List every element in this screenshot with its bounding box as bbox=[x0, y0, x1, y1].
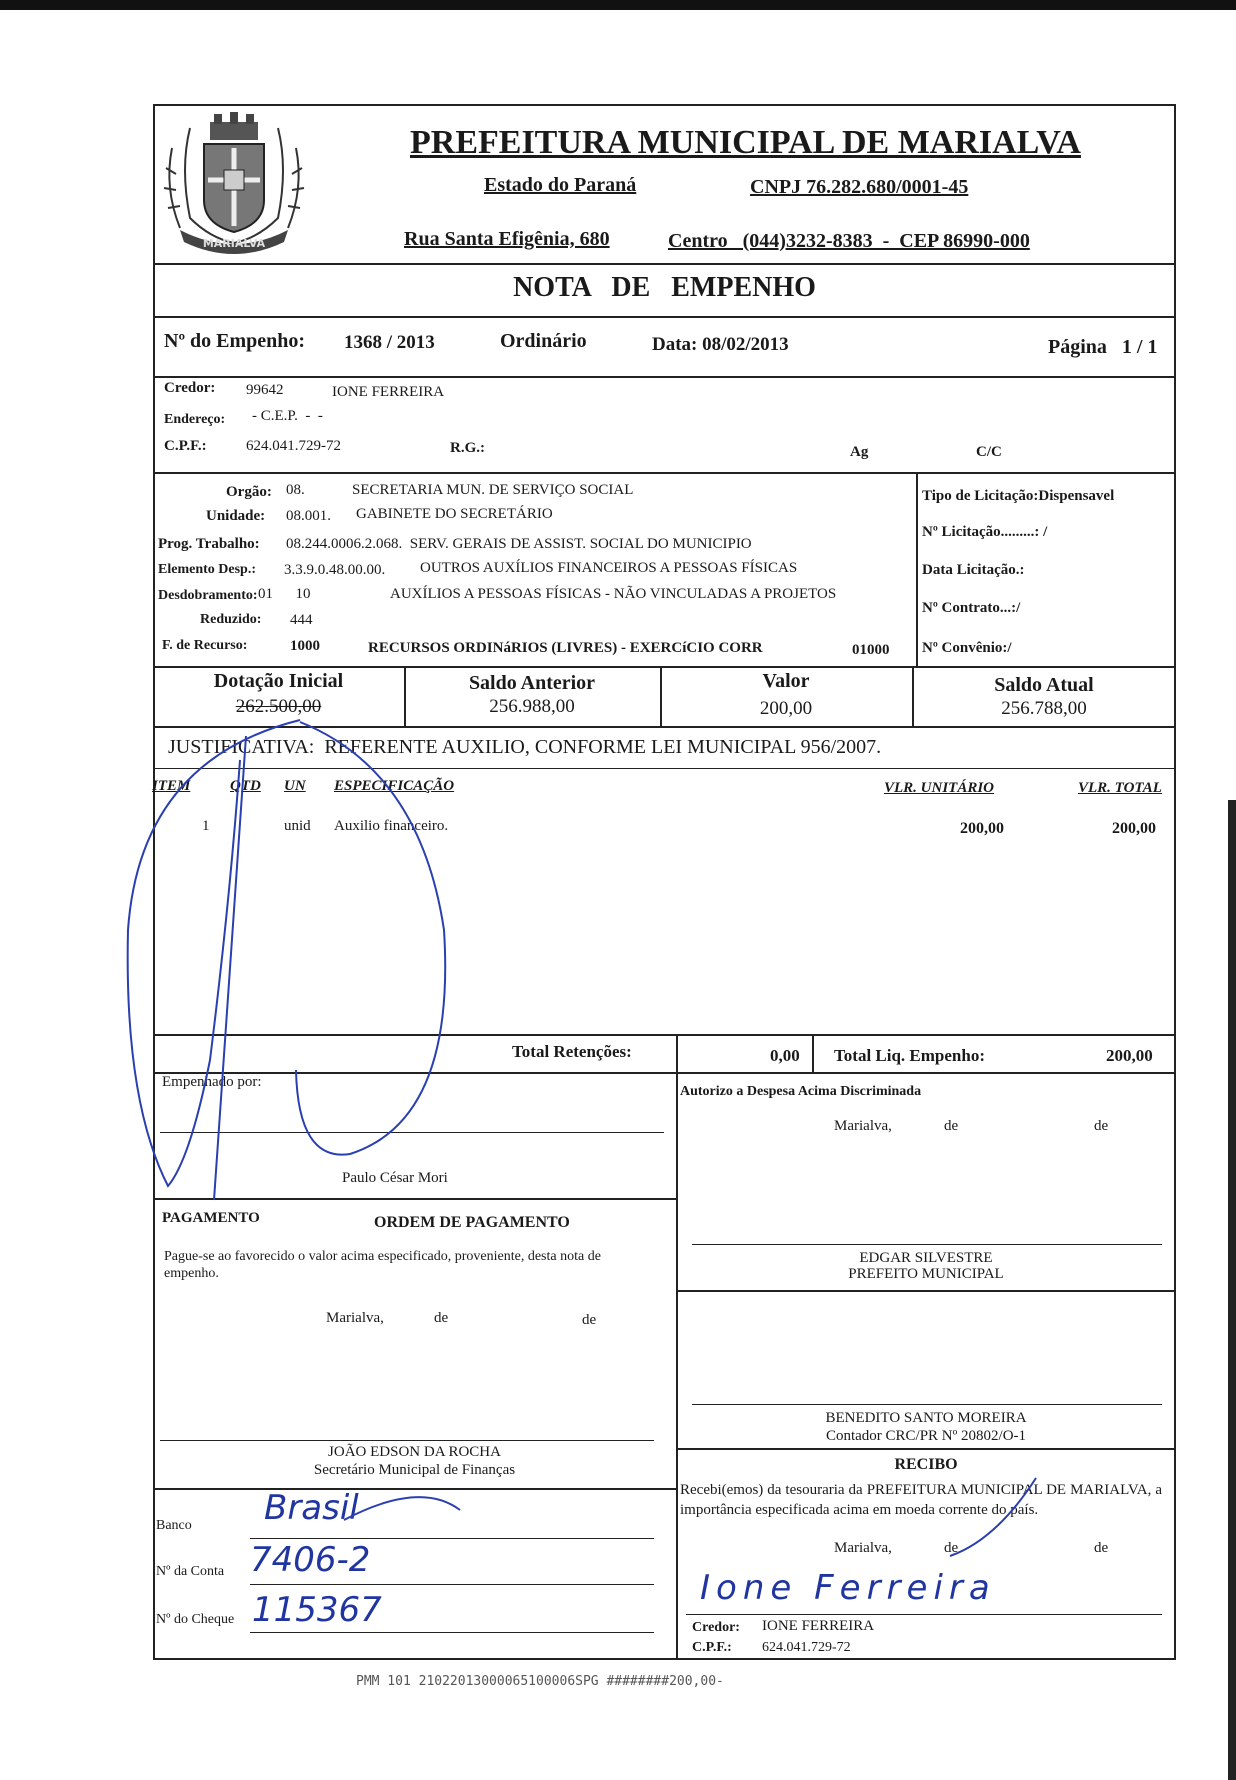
cheque-handwritten: 115367 bbox=[252, 1590, 382, 1630]
conta-label: Nº da Conta bbox=[156, 1564, 225, 1579]
unidade-label: Unidade: bbox=[206, 508, 266, 524]
total-retencoes-value: 0,00 bbox=[770, 1046, 800, 1065]
recibo-text: Recebi(emos) da tesouraria da PREFEITURA MUNICIPAL DE MARIALVA, a importância especificada acima em moeda corrente do país. bbox=[680, 1482, 1162, 1518]
footer-control-code: PMM 101 21022013000065100006SPG ########200,00- bbox=[356, 1674, 724, 1689]
prefeito-name: EDGAR SILVESTRE bbox=[859, 1250, 993, 1266]
recurso-number: 01000 bbox=[852, 642, 890, 658]
credor-name: IONE FERREIRA bbox=[332, 384, 445, 400]
saldo-atual-label: Saldo Atual bbox=[994, 674, 1094, 696]
recibo-de-1: de bbox=[944, 1540, 959, 1556]
pagamento-label: PAGAMENTO bbox=[162, 1210, 260, 1226]
data-licitacao: Data Licitação.: bbox=[922, 562, 1025, 578]
elemento-label: Elemento Desp.: bbox=[158, 562, 256, 577]
recibo-title: RECIBO bbox=[894, 1456, 958, 1473]
prog-trabalho-label: Prog. Trabalho: bbox=[158, 536, 260, 552]
recurso-code: 1000 bbox=[290, 638, 320, 654]
pagamento-de-1: de bbox=[434, 1310, 449, 1326]
autorizo-title: Autorizo a Despesa Acima Discriminada bbox=[680, 1084, 922, 1099]
cpf-label: C.P.F.: bbox=[164, 438, 207, 454]
total-liquido-value: 200,00 bbox=[1106, 1046, 1153, 1065]
saldo-anterior-value: 256.988,00 bbox=[489, 696, 575, 717]
endereco-value: - C.E.P. - - bbox=[252, 408, 323, 424]
empenhado-por-name: Paulo César Mori bbox=[342, 1170, 448, 1186]
autorizo-de-2: de bbox=[1094, 1118, 1109, 1134]
empenho-number: 1368 / 2013 bbox=[344, 332, 435, 353]
col-item-header: ITEM bbox=[152, 778, 191, 794]
recibo-credor-label: Credor: bbox=[692, 1620, 740, 1635]
justificativa-text: JUSTIFICATIVA: REFERENTE AUXILIO, CONFORME LEI MUNICIPAL 956/2007. bbox=[168, 736, 882, 758]
endereco-label: Endereço: bbox=[164, 412, 226, 427]
agencia-label: Ag bbox=[850, 444, 869, 460]
desdobramento-code: 01 10 bbox=[258, 586, 311, 602]
conta-handwritten: 7406-2 bbox=[250, 1540, 371, 1580]
recibo-place: Marialva, bbox=[834, 1540, 892, 1556]
recurso-label: F. de Recurso: bbox=[162, 638, 248, 653]
autorizo-de-1: de bbox=[944, 1118, 959, 1134]
banco-label: Banco bbox=[156, 1518, 192, 1533]
desdobramento-name: AUXÍLIOS A PESSOAS FÍSICAS - NÃO VINCULADAS A PROJETOS bbox=[390, 586, 837, 602]
empenhado-por-label: Empenhado por: bbox=[162, 1074, 262, 1090]
secretario-name: JOÃO EDSON DA ROCHA bbox=[328, 1444, 501, 1460]
item-1-unit: unid bbox=[284, 818, 311, 834]
numero-convenio: Nº Convênio:/ bbox=[922, 640, 1012, 656]
col-spec-header: ESPECIFICAÇÃO bbox=[334, 778, 455, 794]
pagamento-place: Marialva, bbox=[326, 1310, 384, 1326]
prog-trabalho-value: 08.244.0006.2.068. SERV. GERAIS DE ASSIST. SOCIAL DO MUNICIPIO bbox=[286, 536, 752, 552]
elemento-code: 3.3.9.0.48.00.00. bbox=[284, 562, 386, 578]
recibo-de-2: de bbox=[1094, 1540, 1109, 1556]
unidade-name: GABINETE DO SECRETÁRIO bbox=[356, 506, 553, 522]
dotacao-inicial-value: 262.500,00 bbox=[235, 696, 322, 717]
elemento-name: OUTROS AUXÍLIOS FINANCEIROS A PESSOAS FÍSICAS bbox=[420, 560, 798, 576]
recibo-cpf-label: C.P.F.: bbox=[692, 1640, 732, 1655]
prefeito-title: PREFEITO MUNICIPAL bbox=[848, 1266, 1004, 1282]
rg-label: R.G.: bbox=[450, 440, 485, 456]
secretario-title: Secretário Municipal de Finanças bbox=[313, 1462, 516, 1478]
address-label: Rua Santa Efigênia, 680 bbox=[404, 228, 610, 250]
valor-label: Valor bbox=[762, 670, 810, 692]
credor-code: 99642 bbox=[246, 382, 284, 398]
saldo-anterior-label: Saldo Anterior bbox=[468, 672, 596, 694]
col-total-header: VLR. TOTAL bbox=[1078, 780, 1162, 796]
state-label: Estado do Paraná bbox=[484, 174, 637, 196]
credor-label: Credor: bbox=[164, 380, 216, 396]
autorizo-place: Marialva, bbox=[834, 1118, 892, 1134]
item-1-spec: Auxilio financeiro. bbox=[334, 818, 449, 834]
numero-contrato: Nº Contrato...:/ bbox=[922, 600, 1021, 616]
orgao-label: Orgão: bbox=[226, 484, 272, 500]
numero-licitacao: Nº Licitação.........: / bbox=[922, 524, 1048, 540]
tipo-licitacao: Tipo de Licitação:Dispensavel bbox=[922, 488, 1115, 504]
empenho-date: Data: 08/02/2013 bbox=[652, 334, 789, 355]
pagamento-de-2: de bbox=[582, 1312, 597, 1328]
ordem-pagamento-title: ORDEM DE PAGAMENTO bbox=[374, 1214, 570, 1231]
item-1-unit-value: 200,00 bbox=[960, 820, 1004, 837]
item-1-number: 1 bbox=[202, 818, 210, 834]
recibo-signature: Ione Ferreira bbox=[700, 1568, 996, 1608]
valor-value: 200,00 bbox=[759, 698, 813, 719]
empenho-number-label: Nº do Empenho: bbox=[164, 330, 306, 352]
contador-name: BENEDITO SANTO MOREIRA bbox=[825, 1410, 1027, 1426]
pagamento-text: Pague-se ao favorecido o valor acima especificado, proveniente, desta nota de empenho. bbox=[164, 1249, 601, 1281]
item-1-total-value: 200,00 bbox=[1112, 820, 1156, 837]
desdobramento-label: Desdobramento: bbox=[158, 588, 258, 603]
cpf-value: 624.041.729-72 bbox=[246, 438, 341, 454]
orgao-name: SECRETARIA MUN. DE SERVIÇO SOCIAL bbox=[352, 482, 634, 498]
contador-title: Contador CRC/PR Nº 20802/O-1 bbox=[825, 1428, 1027, 1444]
unidade-code: 08.001. bbox=[286, 508, 331, 524]
recibo-credor-name: IONE FERREIRA bbox=[762, 1618, 875, 1634]
page-number: Página 1 / 1 bbox=[1048, 336, 1158, 358]
orgao-code: 08. bbox=[286, 482, 305, 498]
document-title: NOTA DE EMPENHO bbox=[513, 272, 816, 303]
empenho-type: Ordinário bbox=[500, 330, 587, 352]
dotacao-inicial-label: Dotação Inicial bbox=[213, 670, 344, 692]
saldo-atual-value: 256.788,00 bbox=[1001, 698, 1087, 719]
banco-handwritten: Brasil bbox=[264, 1488, 359, 1528]
col-un-header: UN bbox=[284, 778, 306, 794]
svg-text:MARIALVA: MARIALVA bbox=[202, 237, 266, 250]
reduzido-value: 444 bbox=[290, 612, 313, 628]
total-liquido-label: Total Liq. Empenho: bbox=[834, 1046, 985, 1065]
recurso-name: RECURSOS ORDINáRIOS (LIVRES) - EXERCíCIO CORR bbox=[368, 640, 763, 656]
conta-corrente-label: C/C bbox=[976, 444, 1002, 460]
cheque-label: Nº do Cheque bbox=[156, 1612, 235, 1627]
cnpj-label: CNPJ 76.282.680/0001-45 bbox=[750, 176, 969, 198]
total-retencoes-label: Total Retenções: bbox=[512, 1042, 632, 1061]
col-unit-header: VLR. UNITÁRIO bbox=[884, 780, 995, 796]
col-qtd-header: QTD bbox=[230, 778, 261, 794]
reduzido-label: Reduzido: bbox=[200, 612, 262, 627]
city-hall-title: PREFEITURA MUNICIPAL DE MARIALVA bbox=[410, 124, 1081, 161]
contact-label: Centro (044)3232-8383 - CEP 86990-000 bbox=[668, 230, 1030, 252]
recibo-cpf-value: 624.041.729-72 bbox=[762, 1640, 851, 1655]
